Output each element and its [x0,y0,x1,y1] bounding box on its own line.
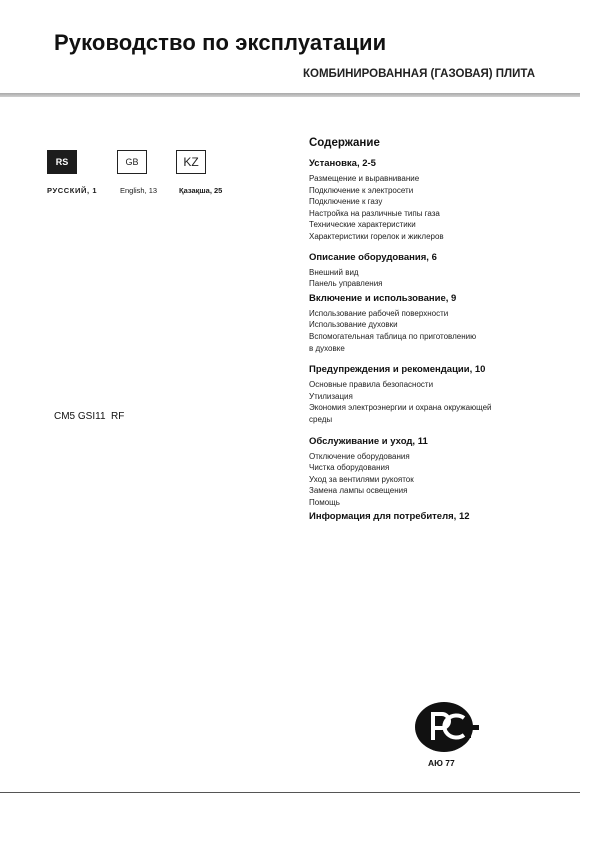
toc-item[interactable]: Отключение оборудования [309,451,410,461]
toc-item[interactable]: Чистка оборудования [309,463,390,473]
toc-item[interactable]: в духовке [309,343,345,353]
language-label-english[interactable]: English, 13 [120,186,158,195]
toc-item[interactable]: Экономия электроэнергии и охрана окружающей [309,403,492,413]
toc-item[interactable]: Подключение к электросети [309,185,414,195]
toc-item[interactable]: Использование духовки [309,320,398,330]
toc-section-consumer-info [309,511,549,523]
toc-item[interactable]: Утилизация [309,391,353,401]
toc-item[interactable]: Подключение к газу [309,197,383,207]
toc-heading[interactable]: Информация для потребителя, 12 [309,511,470,523]
bottom-divider [0,792,580,793]
model-number: CM5 GSI11 RF [54,411,125,422]
toc-section-usage [309,293,549,354]
toc-heading[interactable]: Предупреждения и рекомендации, 10 [309,364,486,376]
toc-heading[interactable]: Установка, 2-5 [309,158,376,169]
toc-item[interactable]: Внешний вид [309,267,359,277]
toc-heading[interactable]: Включение и использование, 9 [309,292,457,304]
toc-title: Содержание [309,137,380,149]
toc-section-description [309,252,549,290]
table-of-contents [309,137,549,526]
toc-item[interactable]: Помощь [309,497,340,507]
toc-item[interactable]: Панель управления [309,279,383,289]
language-label-kazakh[interactable]: Қазақша, 25 [179,186,223,195]
product-subtitle: КОМБИНИРОВАННАЯ (ГАЗОВАЯ) ПЛИТА [303,68,535,80]
toc-item[interactable]: Вспомогательная таблица по приготовлению [309,331,477,341]
toc-section-installation [309,158,549,243]
toc-item[interactable]: Использование рабочей поверхности [309,308,449,318]
toc-section-warnings [309,364,549,425]
toc-heading[interactable]: Обслуживание и уход, 11 [309,435,428,447]
toc-heading[interactable]: Описание оборудования, 6 [309,251,437,263]
language-label-russian[interactable]: РУССКИЙ, 1 [47,186,98,195]
certification-logo-icon [413,700,479,754]
certification-code: АЮ 77 [428,758,455,768]
toc-item[interactable]: Технические характеристики [309,220,416,230]
toc-section-maintenance [309,436,549,509]
toc-item[interactable]: Характеристики горелок и жиклеров [309,231,444,241]
toc-item[interactable]: Замена лампы освещения [309,486,408,496]
toc-item[interactable]: Размещение и выравнивание [309,174,420,183]
language-badge-kz[interactable]: KZ [176,150,206,174]
toc-item[interactable]: Уход за вентилями рукояток [309,474,414,484]
toc-item[interactable]: Настройка на различные типы газа [309,208,440,218]
page-title: Руководство по эксплуатации [54,30,387,55]
top-divider [0,93,580,97]
toc-item[interactable]: среды [309,414,333,424]
toc-item[interactable]: Основные правила безопасности [309,380,434,390]
language-badge-gb[interactable]: GB [117,150,147,174]
language-badge-rs[interactable]: RS [47,150,77,174]
